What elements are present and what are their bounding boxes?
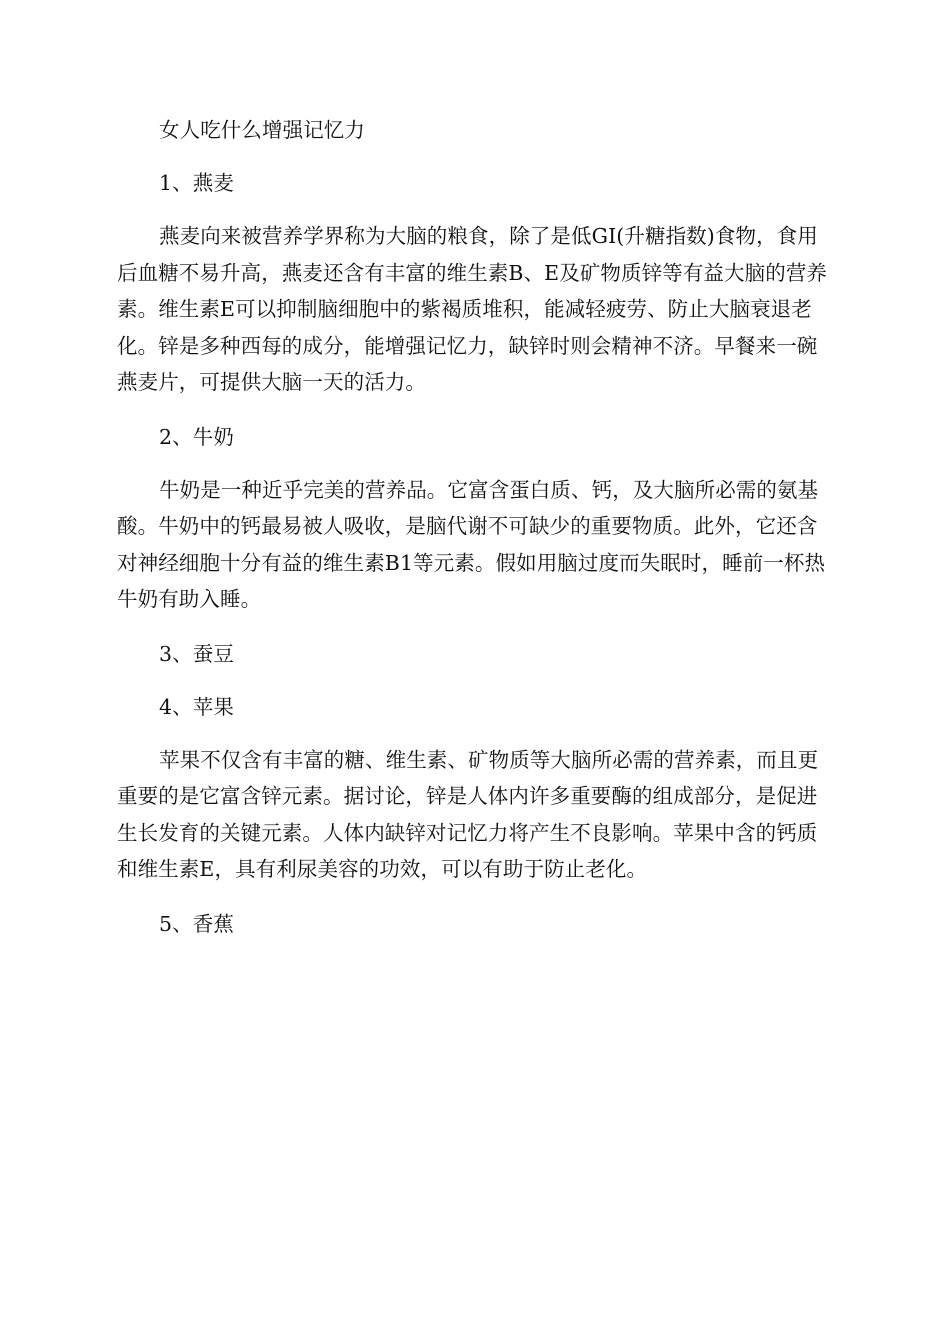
section-heading-oats: 1、燕麦	[159, 171, 234, 195]
section-paragraph-apple: 苹果不仅含有丰富的糖、维生素、矿物质等大脑所必需的营养素，而且更重要的是它富含锌元素。据讨论，锌是人体内许多重要酶的组成部分，是促进生长发育的关键元素。人体内缺锌对记忆力将产生不良影响。苹果中含的钙质和维生素E，具有利尿美容的功效，可以有助于防止老化。	[117, 747, 819, 881]
section-paragraph-oats: 燕麦向来被营养学界称为大脑的粮食，除了是低GI(升糖指数)食物，食用后血糖不易升高，燕麦还含有丰富的维生素B、E及矿物质锌等有益大脑的营养素。维生素E可以抑制脑细胞中的紫褐质堆积，能减轻疲劳、防止大脑衰退老化。锌是多种西每的成分，能增强记忆力，缺锌时则会精神不济。早餐来一碗燕麦片，可提供大脑一天的活力。	[117, 224, 828, 394]
document-body	[117, 112, 835, 959]
section-paragraph-milk: 牛奶是一种近乎完美的营养品。它富含蛋白质、钙，及大脑所必需的氨基酸。牛奶中的钙最易被人吸收，是脑代谢不可缺少的重要物质。此外，它还含对神经细胞十分有益的维生素B1等元素。假如用脑过度而失眠时，睡前一杯热牛奶有助入睡。	[117, 477, 826, 611]
section-heading-apple: 4、苹果	[159, 694, 234, 719]
document-title: 女人吃什么增强记忆力	[159, 118, 365, 142]
section-heading-milk: 2、牛奶	[159, 424, 234, 449]
section-heading-banana: 5、香蕉	[159, 911, 234, 936]
section-heading-broad-beans: 3、蚕豆	[159, 641, 234, 666]
